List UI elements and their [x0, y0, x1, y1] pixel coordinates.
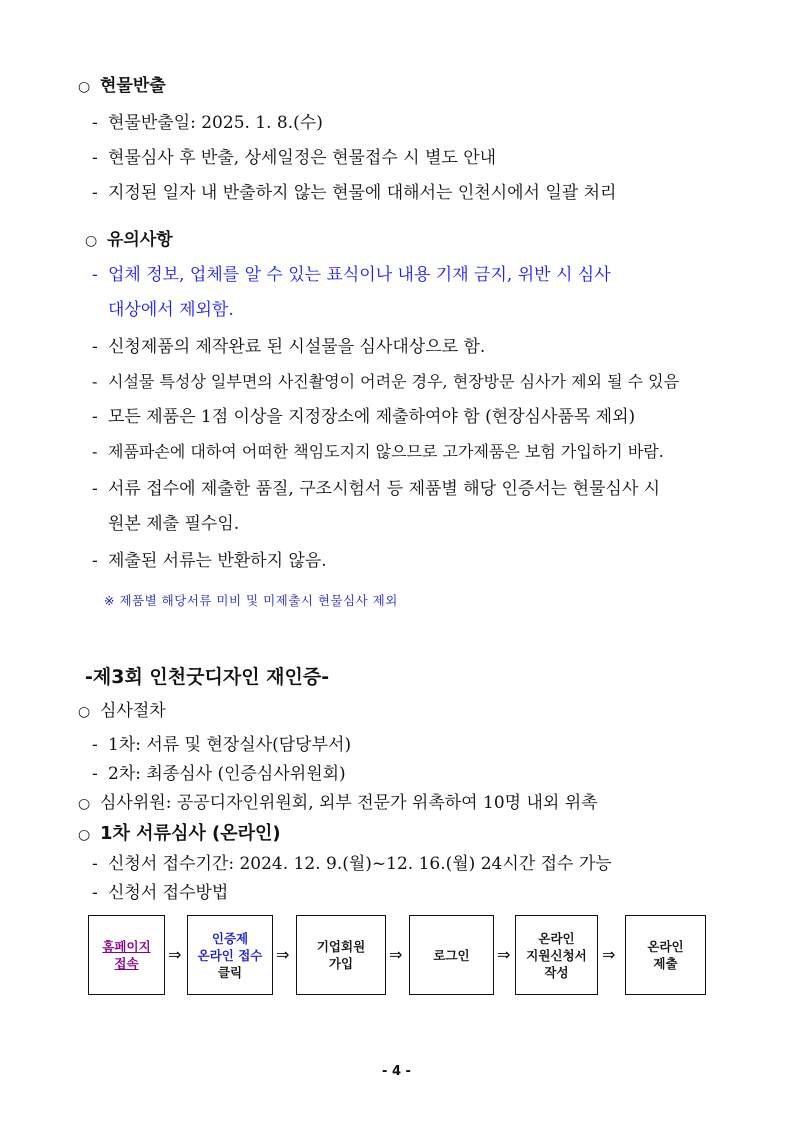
list-item: - 1차: 서류 및 현장실사(담당부서): [92, 735, 352, 755]
step-homepage[interactable]: 홈페이지 접속: [88, 915, 165, 995]
committee-line: ○ 심사위원: 공공디자인위원회, 외부 전문가 위촉하여 10명 내외 위촉: [78, 791, 598, 816]
section-heading-notes: ○ 유의사항: [85, 228, 173, 253]
bullet-circle-icon: ○: [78, 79, 91, 95]
arrow-icon: ⇒: [276, 945, 290, 964]
step-member-signup: 기업회원 가입: [296, 915, 386, 995]
footnote: ※ 제품별 해당서류 미비 및 미제출시 현물심사 제외: [104, 593, 398, 608]
subheading-round1: ○ 1차 서류심사 (온라인): [78, 822, 281, 847]
arrow-icon: ⇒: [168, 945, 182, 964]
step-submit: 온라인 제출: [625, 915, 706, 995]
list-item: - 제품파손에 대하여 어떠한 책임도지지 않으므로 고가제품은 보험 가입하기 바람.: [92, 442, 664, 461]
list-item: - 현물반출일: 2025. 1. 8.(수): [92, 113, 323, 133]
bullet-circle-icon: ○: [78, 827, 91, 843]
arrow-icon: ⇒: [497, 945, 511, 964]
arrow-icon: ⇒: [602, 945, 616, 964]
list-item: - 2차: 최종심사 (인증심사위원회): [92, 764, 346, 784]
list-item: - 모든 제품은 1점 이상을 지정장소에 제출하여야 함 (현장심사품목 제외): [92, 407, 636, 427]
warning-line: - 업체 정보, 업체를 알 수 있는 표식이나 내용 기재 금지, 위반 시 심사: [92, 265, 611, 285]
step-online-apply: 인증제 온라인 접수 클릭: [187, 915, 273, 995]
list-item: - 신청서 접수방법: [92, 883, 229, 903]
warning-line-cont: 대상에서 제외함.: [108, 300, 234, 320]
application-flow: [0, 915, 793, 1000]
subheading-procedure: ○ 심사절차: [78, 699, 166, 724]
bullet-circle-icon: ○: [78, 796, 91, 812]
section-title: -제3회 인천굿디자인 재인증-: [85, 666, 330, 688]
list-item: - 지정된 일자 내 반출하지 않는 현물에 대해서는 인천시에서 일괄 처리: [92, 183, 617, 203]
list-item: - 시설물 특성상 일부면의 사진촬영이 어려운 경우, 현장방문 심사가 제외 될 수 있음: [92, 372, 680, 391]
list-item: - 서류 접수에 제출한 품질, 구조시험서 등 제품별 해당 인증서는 현물심사 시: [92, 479, 661, 499]
section-heading-return: ○ 현물반출: [78, 74, 166, 99]
arrow-icon: ⇒: [389, 945, 403, 964]
list-item: - 신청서 접수기간: 2024. 12. 9.(월)~12. 16.(월) 24시간 접수 가능: [92, 854, 612, 874]
list-item: - 신청제품의 제작완료 된 시설물을 심사대상으로 함.: [92, 337, 486, 357]
step-login: 로그인: [409, 915, 494, 995]
list-item: - 현물심사 후 반출, 상세일정은 현물접수 시 별도 안내: [92, 148, 497, 168]
bullet-circle-icon: ○: [85, 233, 98, 249]
page-number: - 4 -: [382, 1064, 411, 1079]
step-write-application: 온라인 지원신청서 작성: [515, 915, 598, 995]
list-item: - 제출된 서류는 반환하지 않음.: [92, 551, 327, 571]
bullet-circle-icon: ○: [78, 704, 91, 720]
list-item-cont: 원본 제출 필수임.: [108, 514, 240, 534]
